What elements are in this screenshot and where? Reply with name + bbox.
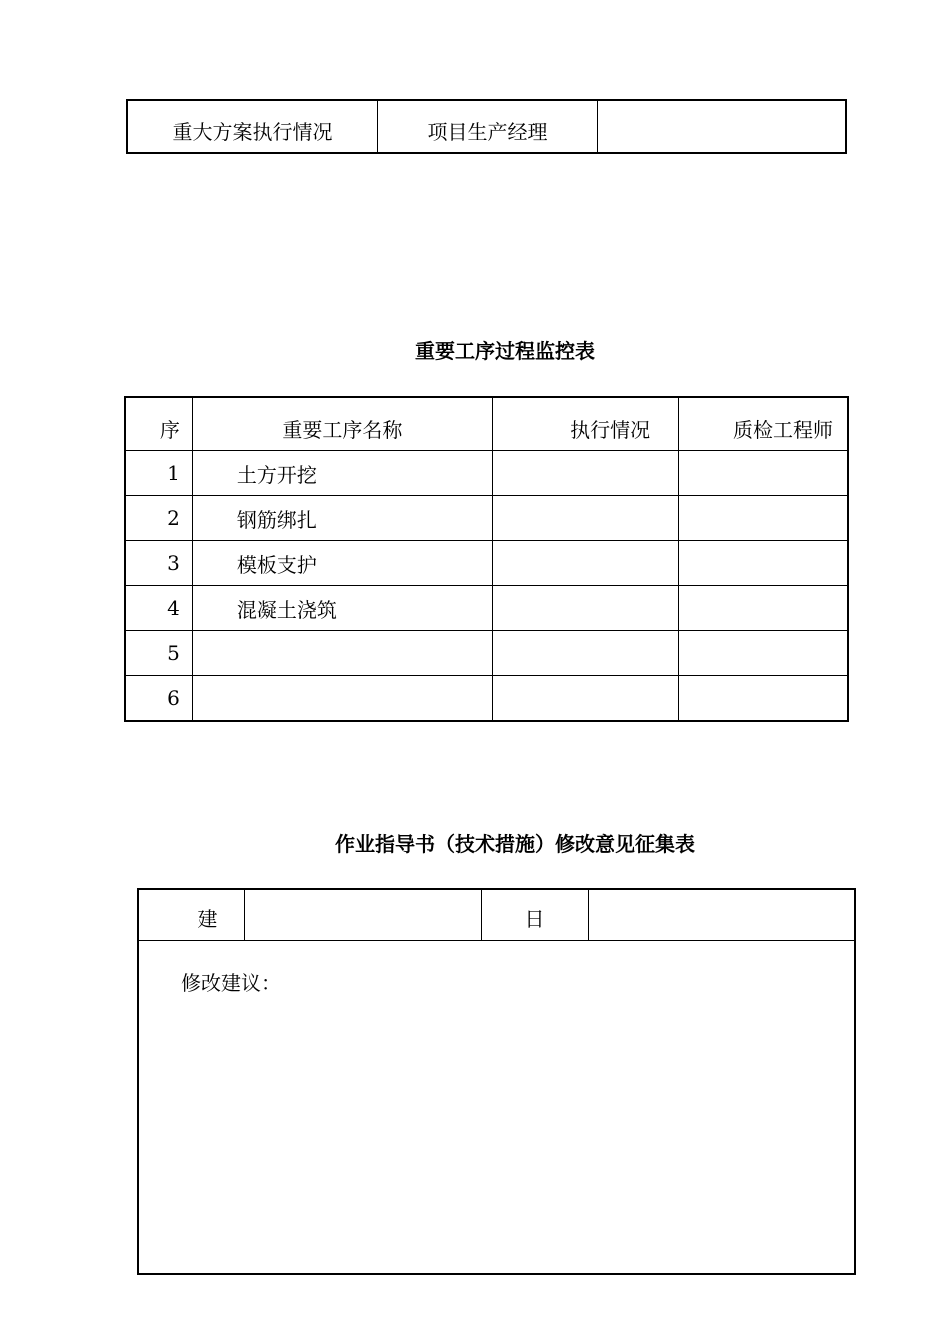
table-row	[127, 100, 846, 153]
execution-cell[interactable]	[492, 586, 678, 631]
qc-cell[interactable]	[679, 586, 848, 631]
table-row	[125, 451, 848, 496]
table-row	[125, 631, 848, 676]
process-name: 模板支护	[192, 541, 492, 586]
qc-cell[interactable]	[679, 676, 848, 722]
monitor-table-title: 重要工序过程监控表	[415, 339, 595, 363]
header-execution: 执行情况	[492, 397, 678, 451]
production-manager-label: 项目生产经理	[378, 100, 598, 153]
header-seq: 序	[125, 397, 192, 451]
execution-table	[126, 99, 847, 154]
header-process-name: 重要工序名称	[192, 397, 492, 451]
table-row	[125, 541, 848, 586]
row-number: 4	[125, 586, 192, 631]
process-monitor-table	[124, 396, 849, 722]
plan-execution-label: 重大方案执行情况	[127, 100, 378, 153]
table-row	[125, 586, 848, 631]
proposer-field[interactable]	[244, 889, 481, 941]
table-row	[138, 889, 855, 941]
process-name: 混凝土浇筑	[192, 586, 492, 631]
table-row	[138, 941, 855, 1275]
process-name: 土方开挖	[192, 451, 492, 496]
qc-cell[interactable]	[679, 631, 848, 676]
feedback-table-title: 作业指导书（技术措施）修改意见征集表	[335, 832, 695, 856]
proposer-label: 建	[138, 889, 244, 941]
execution-cell[interactable]	[492, 496, 678, 541]
suggestion-label: 修改建议：	[181, 971, 281, 995]
execution-cell[interactable]	[492, 631, 678, 676]
qc-cell[interactable]	[679, 496, 848, 541]
row-number: 2	[125, 496, 192, 541]
execution-cell[interactable]	[492, 541, 678, 586]
date-label: 日	[481, 889, 588, 941]
table-header-row	[125, 397, 848, 451]
signature-cell[interactable]	[598, 100, 847, 153]
qc-cell[interactable]	[679, 451, 848, 496]
row-number: 1	[125, 451, 192, 496]
execution-cell[interactable]	[492, 676, 678, 722]
header-qc-engineer: 质检工程师	[679, 397, 848, 451]
feedback-table	[137, 888, 856, 1275]
date-field[interactable]	[588, 889, 855, 941]
process-name[interactable]	[192, 676, 492, 722]
qc-cell[interactable]	[679, 541, 848, 586]
row-number: 3	[125, 541, 192, 586]
execution-cell[interactable]	[492, 451, 678, 496]
row-number: 5	[125, 631, 192, 676]
process-name: 钢筋绑扎	[192, 496, 492, 541]
table-row	[125, 496, 848, 541]
suggestion-area[interactable]	[138, 941, 855, 1275]
row-number: 6	[125, 676, 192, 722]
table-row	[125, 676, 848, 722]
process-name[interactable]	[192, 631, 492, 676]
